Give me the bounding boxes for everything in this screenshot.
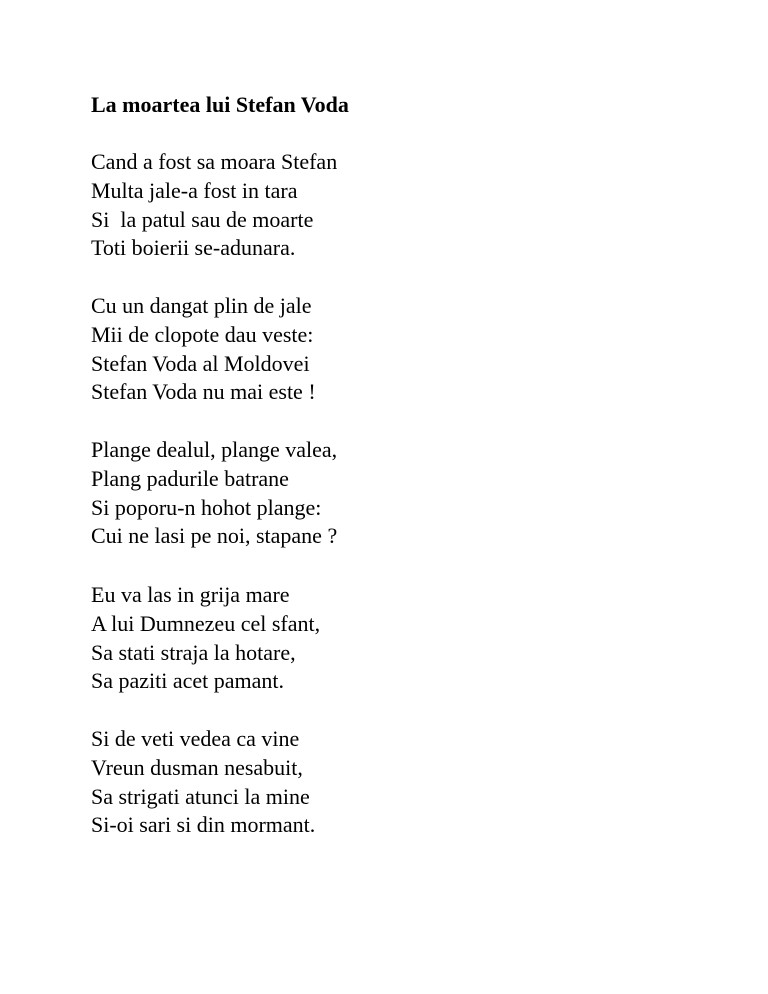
stanza-1	[91, 148, 337, 263]
poem-line: Sa stati straja la hotare,	[91, 639, 296, 665]
poem-line: Si-oi sari si din mormant.	[91, 812, 316, 838]
poem-line: Cand a fost sa moara Stefan	[91, 149, 338, 174]
poem-line: Stefan Voda al Moldovei	[91, 350, 310, 376]
stanza-5	[91, 725, 315, 840]
poem-line: Plange dealul, plange valea,	[91, 437, 338, 462]
stanza-2	[91, 292, 316, 407]
stanza-3	[91, 436, 337, 551]
poem-line: Multa jale-a fost in tara	[91, 177, 298, 203]
poem-line: Cui ne lasi pe noi, stapane ?	[91, 523, 338, 549]
poem-line: Si la patul sau de moarte	[91, 206, 314, 232]
poem-title: La moartea lui Stefan Voda	[91, 92, 349, 117]
poem-line: Plang padurile batrane	[91, 465, 289, 491]
poem-line: Stefan Voda nu mai este !	[91, 379, 316, 405]
poem-line: Cu un dangat plin de jale	[91, 293, 312, 318]
poem-line: Si poporu-n hohot plange:	[91, 494, 322, 520]
poem-line: Mii de clopote dau veste:	[91, 321, 314, 347]
poem-line: Eu va las in grija mare	[91, 582, 290, 607]
poem-line: A lui Dumnezeu cel sfant,	[91, 610, 321, 636]
poem-line: Sa paziti acet pamant.	[91, 668, 285, 694]
poem-line: Si de veti vedea ca vine	[91, 726, 300, 751]
poem-line: Toti boierii se-adunara.	[91, 235, 296, 261]
poem-line: Sa strigati atunci la mine	[91, 783, 310, 809]
poem-line: Vreun dusman nesabuit,	[91, 754, 303, 780]
stanza-4	[91, 581, 320, 696]
